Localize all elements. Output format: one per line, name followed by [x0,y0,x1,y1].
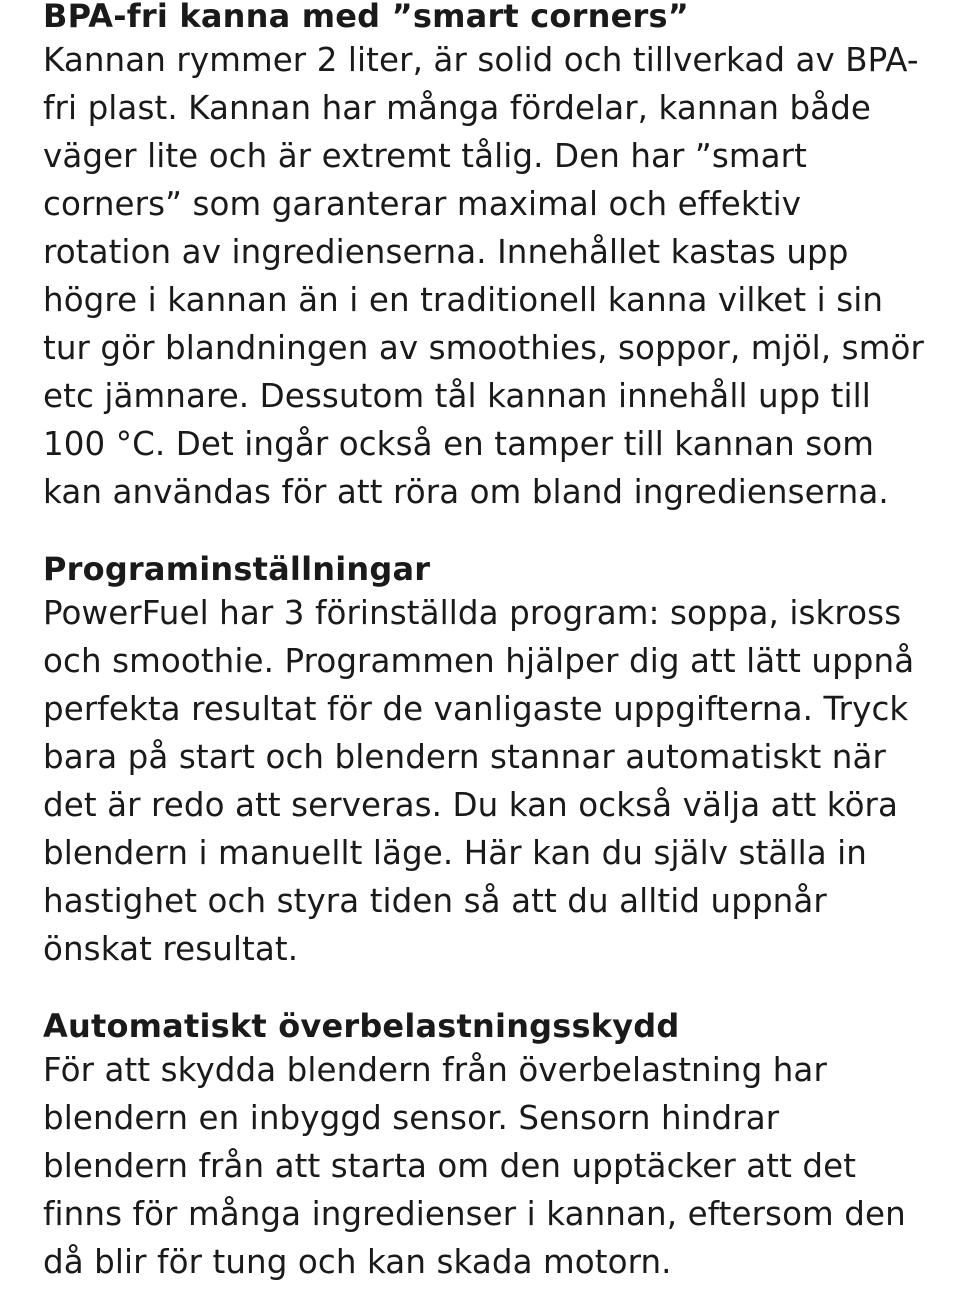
section-body: PowerFuel har 3 förinställda program: soppa, iskross och smoothie. Programmen hjälper dig att lätt uppnå perfekta resultat för de vanligaste uppgifterna. Tryck bara på start och blendern stannar automatiskt när det är redo att serveras. Du kan också välja att köra blendern i manuellt läge. Här kan du själv ställa in hastighet och styra tiden så att du alltid uppnår önskat resultat. [43,594,915,968]
section-title: Automatiskt överbelastningsskydd [43,1007,680,1045]
section-title: BPA-fri kanna med ”smart corners” [43,0,689,35]
section-overload-protection [43,1006,930,1286]
section-bpa-free-jug [43,0,930,516]
section-program-settings [43,549,930,973]
section-body: För att skydda blendern från överbelastning har blendern en inbyggd sensor. Sensorn hindrar blendern från att starta om den upptäcker att det finns för många ingredienser i kannan, eftersom den då blir för tung och kan skada motorn. [43,1051,906,1281]
section-body: Kannan rymmer 2 liter, är solid och tillverkad av BPA-fri plast. Kannan har många fördelar, kannan både väger lite och är extremt tålig. Den har ”smart corners” som garanterar maximal och effektiv rotation av ingredienserna. Innehållet kastas upp högre i kannan än i en traditionell kanna vilket i sin tur gör blandningen av smoothies, soppor, mjöl, smör etc jämnare. Dessutom tål kannan innehåll upp till 100 °C. Det ingår också en tamper till kannan som kan användas för att röra om bland ingredienserna. [43,41,924,511]
section-title: Programinställningar [43,550,431,588]
